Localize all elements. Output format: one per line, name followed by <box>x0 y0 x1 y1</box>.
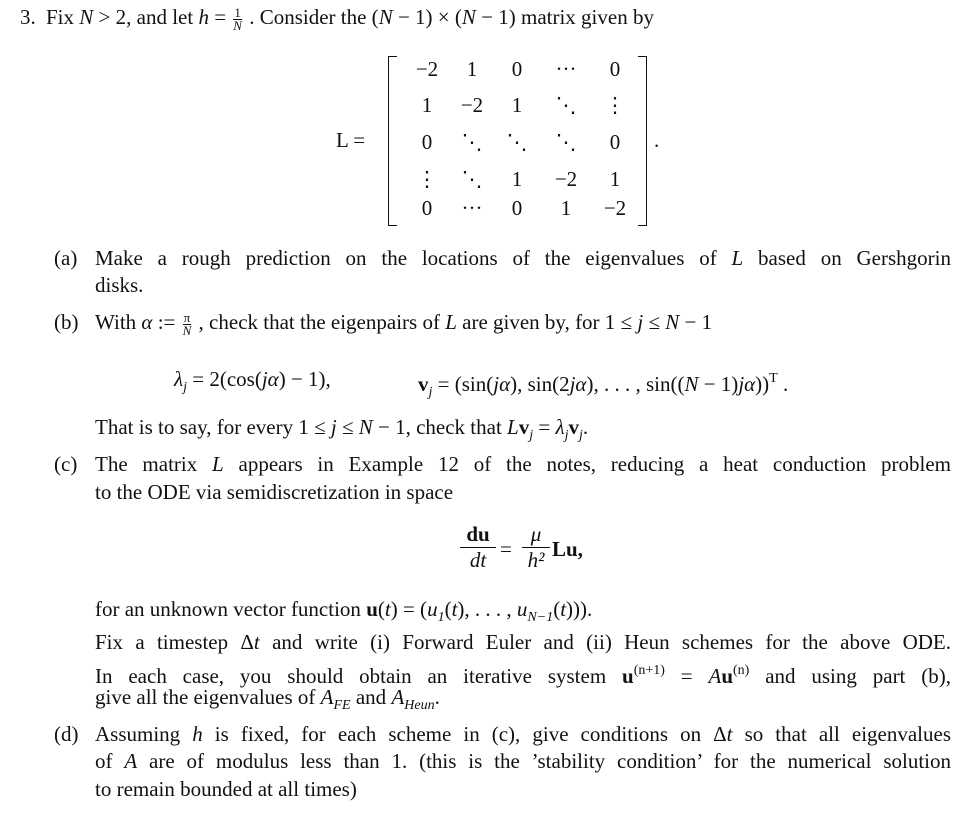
text: := <box>152 310 181 334</box>
math-i: jα <box>738 372 756 396</box>
ode-lhs-den: dt <box>469 548 487 572</box>
math-i: j <box>637 310 644 334</box>
ode-rhs-den: h² <box>527 548 545 572</box>
math-sup: T <box>769 371 778 386</box>
math-b: v <box>418 372 429 396</box>
part-d-line <box>95 721 951 747</box>
matrix-period: . <box>654 128 660 152</box>
math-i: λ <box>174 367 184 391</box>
text: to the ODE via semidiscretization in space <box>95 480 454 504</box>
matrix-cell: 1 <box>421 93 433 117</box>
math-i: jα <box>493 372 511 396</box>
text: so that all eigenvalues <box>732 722 951 746</box>
inline-fraction <box>182 309 192 338</box>
text: Make a rough prediction on the locations of the eigenvalues of <box>95 246 732 270</box>
matrix-name: L = <box>336 128 366 152</box>
matrix-cell: −2 <box>415 57 439 81</box>
matrix-cell: 1 <box>560 196 572 220</box>
math-i: jα <box>569 372 587 396</box>
text: Fix <box>46 5 80 29</box>
part-c-line <box>95 684 951 719</box>
math-sup: (n+1) <box>633 663 665 678</box>
text: − 1) matrix given by <box>475 5 654 29</box>
matrix-cell: ⋱ <box>555 93 577 117</box>
ode-rhs-num: μ <box>522 522 550 548</box>
text: ))). <box>566 597 593 621</box>
text: based on Gershgorin <box>743 246 951 270</box>
matrix-cell: ⋮ <box>416 167 438 191</box>
text: − 1 <box>679 310 713 334</box>
text: ), sin(2 <box>510 372 570 396</box>
text: . <box>777 372 789 396</box>
text: )) <box>755 372 770 396</box>
math-sup: (n) <box>733 663 750 678</box>
text: give all the eigenvalues of <box>95 685 321 709</box>
matrix-cell: −2 <box>603 196 627 220</box>
fraction-numerator: π <box>183 309 191 325</box>
text: In each case, you should obtain an iterative system <box>95 664 623 688</box>
text: appears in Example 12 of the notes, reducing a heat conduction problem <box>223 452 951 476</box>
math-i: j <box>330 415 337 439</box>
matrix-cell: ··· <box>555 57 577 81</box>
math-sub: Heun <box>404 698 435 713</box>
text: = (sin( <box>432 372 494 396</box>
text: . Consider the ( <box>249 5 379 29</box>
part-c-line <box>95 479 951 505</box>
math-i: N <box>79 5 94 29</box>
ode-rhs-tail: Lu, <box>552 537 583 561</box>
matrix-cell: ⋱ <box>506 130 528 154</box>
part-c-label: (c) <box>54 452 78 476</box>
text: are of modulus less than 1. (this is the ’stability condition’ for the numerical solution <box>137 749 951 773</box>
matrix-cell: ⋱ <box>461 130 483 154</box>
text: is fixed, for each scheme in (c), give conditions on Δ <box>202 722 727 746</box>
math-i: u <box>516 597 528 621</box>
matrix-cell: 0 <box>609 130 621 154</box>
part-d-label: (d) <box>54 722 79 746</box>
text: . <box>434 685 440 709</box>
math-i: A <box>391 685 405 709</box>
math-sub: j <box>428 385 433 400</box>
text: for an unknown vector function <box>95 597 367 621</box>
matrix-cell: −2 <box>554 167 578 191</box>
text: That is to say, for every 1 ≤ <box>95 415 331 439</box>
matrix-cell: 0 <box>609 57 621 81</box>
fraction-denominator: N <box>182 322 192 338</box>
matrix-cell: 0 <box>421 196 433 220</box>
math-i: N <box>684 372 699 396</box>
text: = <box>664 664 709 688</box>
text: disks. <box>95 273 144 297</box>
matrix-cell: ··· <box>461 196 483 220</box>
text: ( <box>377 597 385 621</box>
math-i: N <box>358 415 373 439</box>
text: The matrix <box>95 452 213 476</box>
text: ≤ <box>643 310 666 334</box>
ode-equals: = <box>500 537 512 561</box>
math-b: u <box>721 664 734 688</box>
matrix-cell: 1 <box>511 167 523 191</box>
matrix-cell: ⋱ <box>461 167 483 191</box>
math-i: N <box>665 310 680 334</box>
part-d-line <box>95 776 951 802</box>
math-sub: j <box>529 428 534 443</box>
part-c-line <box>95 596 951 631</box>
math-b: v <box>518 415 530 439</box>
text: > 2, and let <box>93 5 199 29</box>
math-sub: j <box>578 428 583 443</box>
matrix-cell: ⋱ <box>555 130 577 154</box>
text: to remain bounded at all times) <box>95 777 357 801</box>
math-i: A <box>124 749 138 773</box>
math-sub: FE <box>333 698 351 713</box>
matrix-cell: 1 <box>609 167 621 191</box>
matrix-cell: −2 <box>460 93 484 117</box>
math-i: h <box>192 722 203 746</box>
math-i: A <box>708 664 722 688</box>
part-a-line <box>95 272 951 298</box>
part-c-line <box>95 451 951 477</box>
text: − 1) × ( <box>392 5 462 29</box>
math-sub: j <box>564 428 569 443</box>
math-i: L <box>212 452 224 476</box>
text: − 1, check that <box>372 415 508 439</box>
math-i: N <box>461 5 476 29</box>
eigenvalue-formula <box>174 366 331 401</box>
fraction-denominator: N <box>233 17 242 33</box>
math-i: t <box>726 722 733 746</box>
left-bracket <box>388 56 397 226</box>
math-sub: N−1 <box>527 610 554 625</box>
math-b: u <box>366 597 378 621</box>
math-b: u <box>622 664 634 688</box>
text: and write (i) Forward Euler and (ii) Heun schemes for the above ODE. <box>259 630 951 654</box>
part-b-label: (b) <box>54 310 79 334</box>
math-i: t <box>384 597 391 621</box>
part-a-line <box>95 245 951 271</box>
math-sub: 1 <box>437 610 445 625</box>
math-i: α <box>141 310 153 334</box>
matrix-cell: 0 <box>511 57 523 81</box>
math-i: L <box>731 246 744 270</box>
matrix-cell: 0 <box>421 130 433 154</box>
problem-intro <box>46 4 654 32</box>
text: Assuming <box>95 722 193 746</box>
text: ( <box>444 597 452 621</box>
matrix-cell: 0 <box>511 196 523 220</box>
math-i: L <box>507 415 519 439</box>
matrix-cell: 1 <box>466 57 478 81</box>
text: = <box>208 5 232 29</box>
math-i: t <box>560 597 567 621</box>
text: are given by, for 1 ≤ <box>456 310 638 334</box>
problem-number: 3. <box>20 5 36 29</box>
text: ) − 1), <box>278 367 331 391</box>
part-b-line <box>95 414 588 449</box>
text: ), . . . , <box>457 597 517 621</box>
matrix-cell: ⋮ <box>604 93 626 117</box>
math-i: t <box>451 597 458 621</box>
text: − 1) <box>698 372 739 396</box>
text: and <box>350 685 392 709</box>
part-b-line <box>95 309 712 337</box>
math-i: t <box>253 630 260 654</box>
text: . <box>582 415 589 439</box>
text: Fix a timestep Δ <box>95 630 254 654</box>
eigenvector-formula <box>418 366 788 406</box>
math-b: v <box>568 415 579 439</box>
part-d-line <box>95 748 951 774</box>
math-i: jα <box>261 367 279 391</box>
text: of <box>95 749 125 773</box>
text: ) = ( <box>390 597 428 621</box>
text: ), . . . , sin(( <box>586 372 685 396</box>
math-sub: j <box>183 380 187 395</box>
text: With <box>95 310 142 334</box>
math-i: u <box>427 597 438 621</box>
text: ≤ <box>336 415 359 439</box>
math-i: A <box>320 685 334 709</box>
text: = 2(cos( <box>187 367 262 391</box>
math-i: λ <box>555 415 565 439</box>
math-i: N <box>378 5 393 29</box>
math-i: L <box>445 310 457 334</box>
matrix-cell: 1 <box>511 93 523 117</box>
ode-lhs-num: du <box>460 522 496 548</box>
part-c-line <box>95 629 951 655</box>
math-i: h <box>198 5 209 29</box>
text: ( <box>553 597 561 621</box>
fraction-numerator: 1 <box>234 4 241 20</box>
text: and using part (b), <box>749 664 951 688</box>
text: , check that the eigenpairs of <box>198 310 446 334</box>
text: = <box>533 415 556 439</box>
inline-fraction <box>233 4 242 33</box>
part-a-label: (a) <box>54 246 78 270</box>
